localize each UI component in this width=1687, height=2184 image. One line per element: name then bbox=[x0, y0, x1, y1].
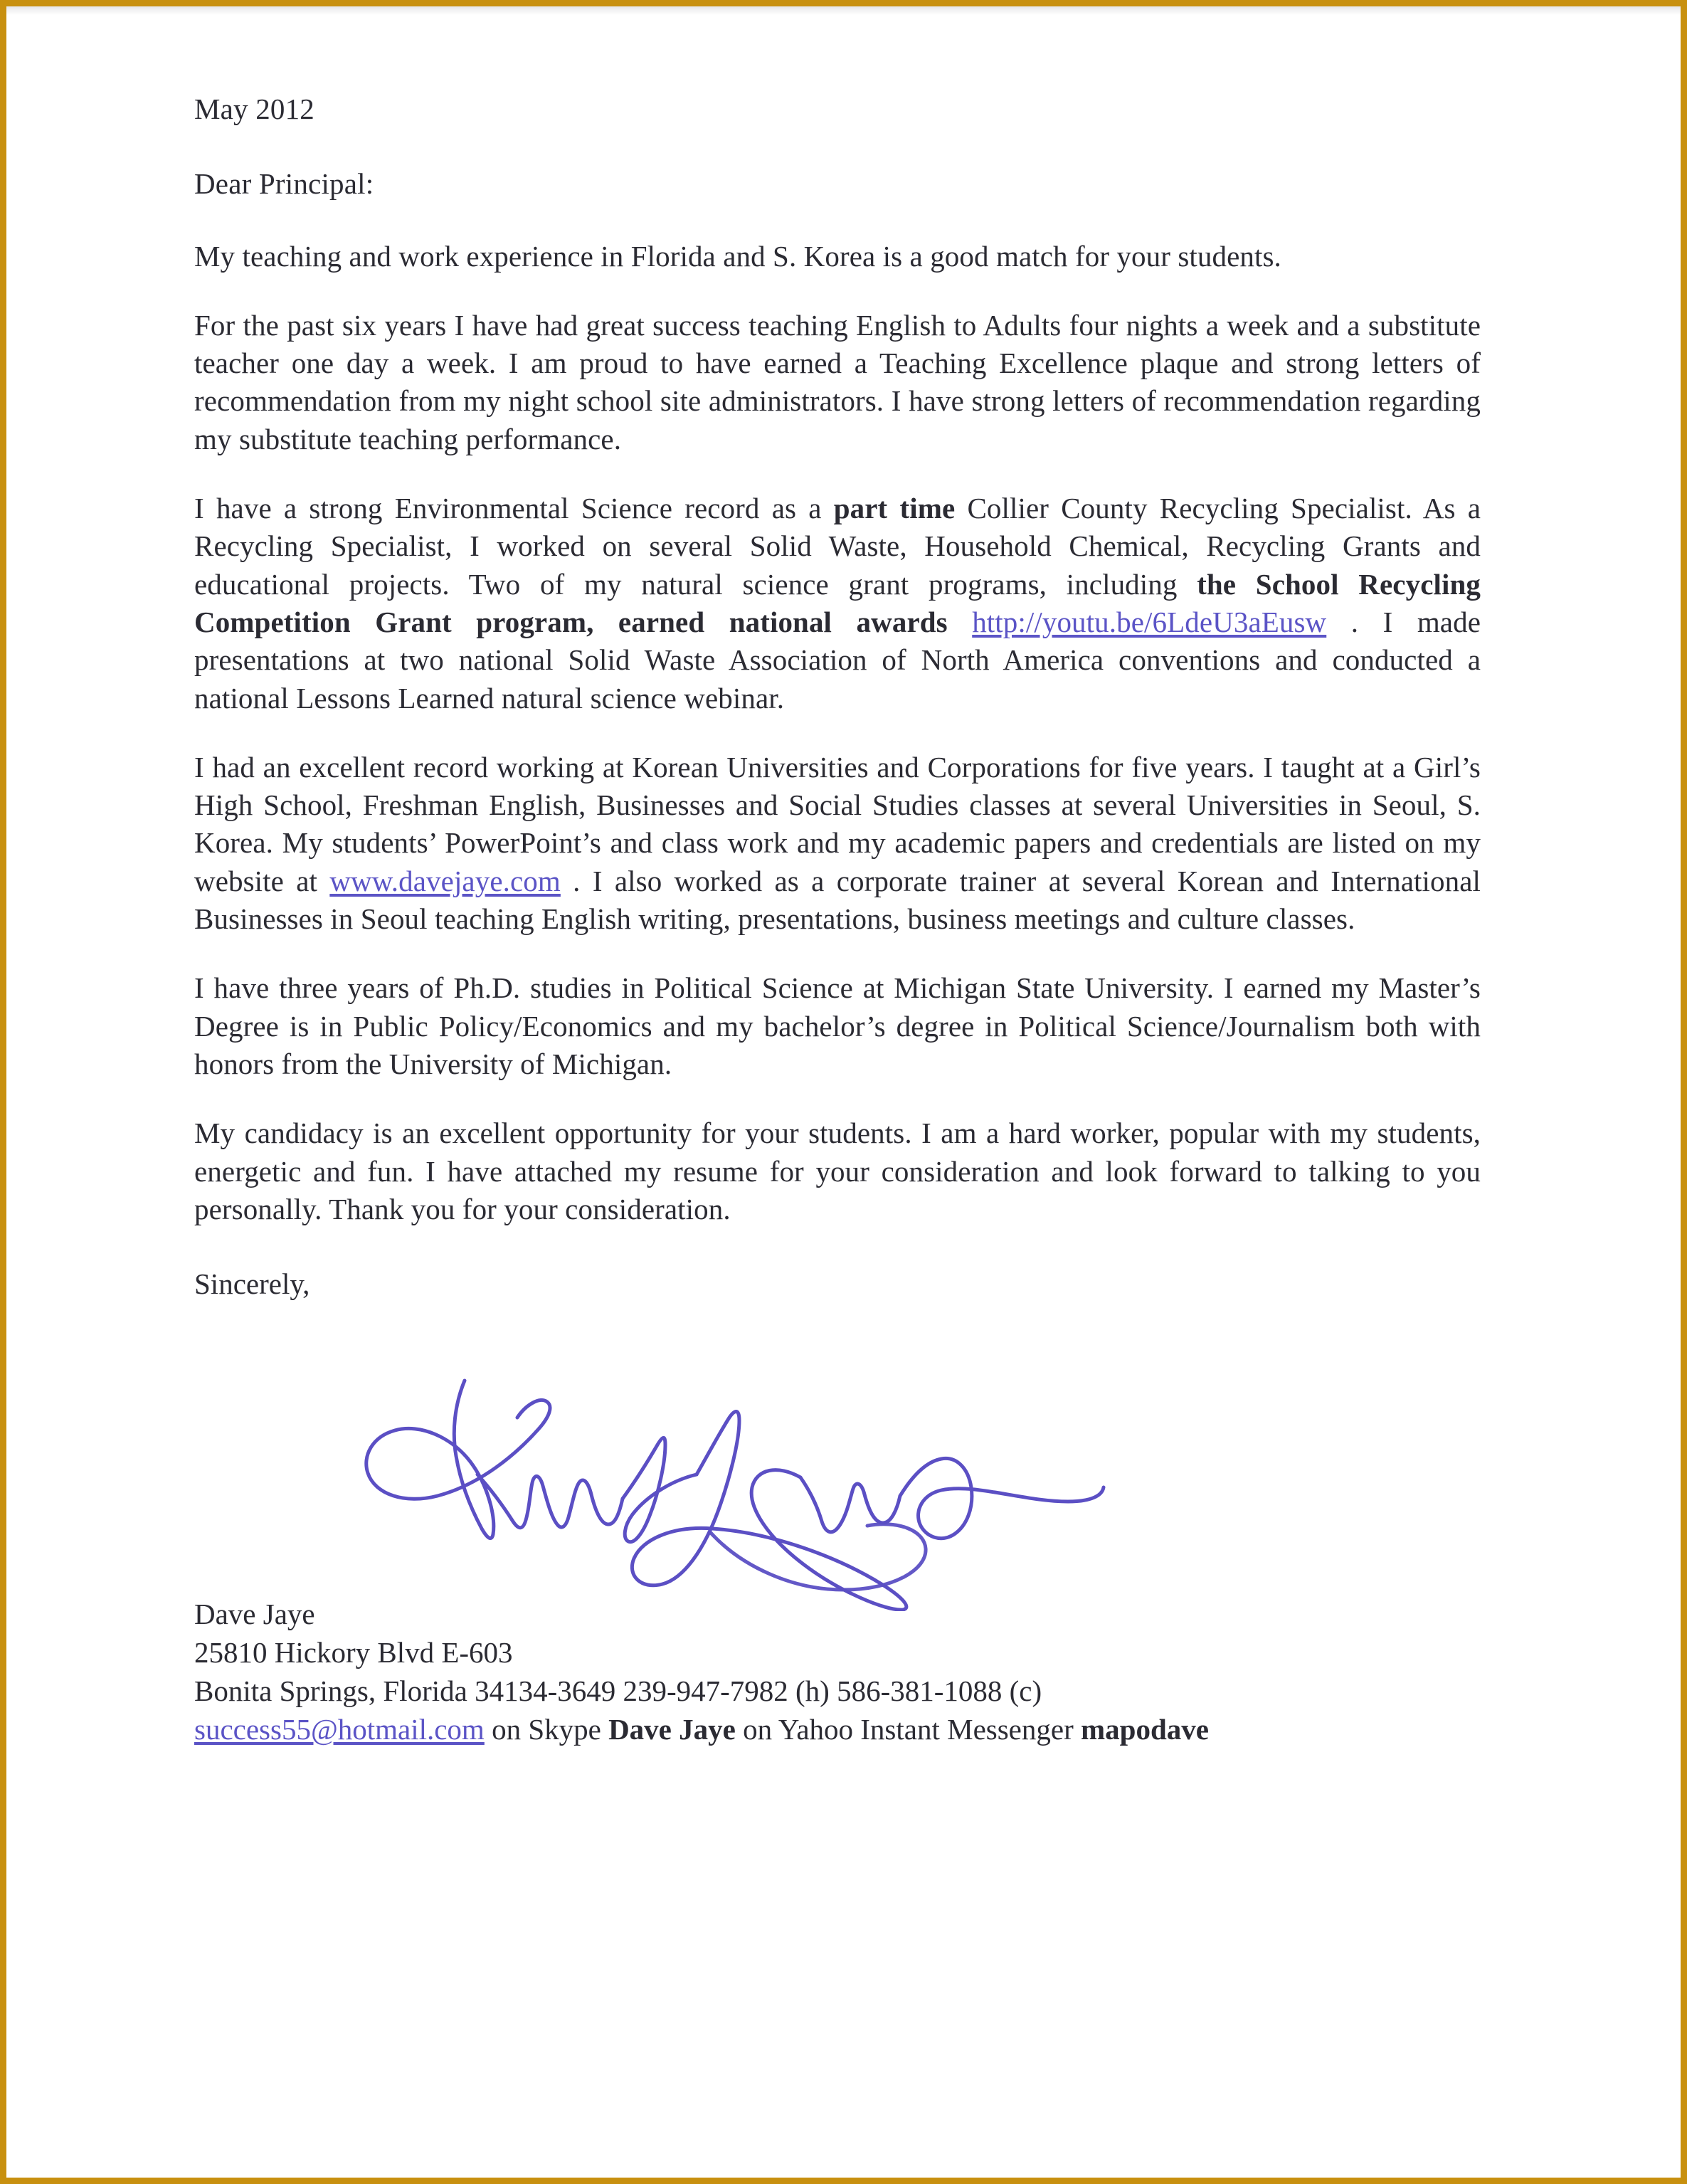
letter-date: May 2012 bbox=[194, 93, 315, 125]
p4-segment-1: I had an excellent record working at Korean Universities and Corporations for five years. I taught at a Girl’s High School, Freshman English, Businesses and Social Studies classes at several Universities in Seoul, S. Korea. My students’ PowerPoint’s and class work and my academic papers and credentials are listed on my website at bbox=[194, 750, 1481, 897]
paragraph-teaching-experience: For the past six years I have had great success teaching English to Adults four nights a week and a substitute teacher one day a week. I am proud to have earned a Teaching Excellence plaque and strong letters of recommendation from my night school site administrators. I have strong letters of recommendation regarding my substitute teaching performance. bbox=[194, 308, 1481, 455]
email-link[interactable]: success55@hotmail.com bbox=[194, 1713, 485, 1746]
signature-image bbox=[312, 1355, 1109, 1611]
yahoo-label: on Yahoo Instant Messenger bbox=[735, 1713, 1081, 1746]
paragraph-candidacy: My candidacy is an excellent opportunity for your students. I am a hard worker, popular with my students, energetic and fun. I have attached my resume for your consideration and look forward to talking to you personally. Thank you for your consideration. bbox=[194, 1117, 1481, 1225]
website-link[interactable]: www.davejaye.com bbox=[329, 864, 561, 897]
paragraph-intro: My teaching and work experience in Florida and S. Korea is a good match for your students. bbox=[194, 239, 1281, 273]
scan-edge-artifact bbox=[6, 6, 1681, 15]
contact-city-phone: Bonita Springs, Florida 34134-3649 239-947-7982 (h) 586-381-1088 (c) bbox=[194, 1674, 1042, 1708]
contact-block bbox=[194, 1595, 1546, 1748]
paragraph-environmental-science bbox=[194, 490, 1481, 717]
skype-label: on Skype bbox=[484, 1713, 609, 1746]
p4-segment-2: . I also worked as a corporate trainer at several Korean and International Businesses in Seoul teaching English writing, presentations, business meetings and culture classes. bbox=[194, 864, 1481, 936]
youtube-link[interactable]: http://youtu.be/6LdeU3aEusw bbox=[972, 605, 1327, 638]
p3-bold-part-time: part time bbox=[833, 492, 956, 525]
skype-handle: Dave Jaye bbox=[608, 1713, 736, 1746]
yahoo-handle: mapodave bbox=[1080, 1713, 1209, 1746]
paragraph-education: I have three years of Ph.D. studies in Political Science at Michigan State University. I earned my Master’s Degree is in Public Policy/Economics and my bachelor’s degree in Political Science/Journalism both with honors from the University of Michigan. bbox=[194, 971, 1481, 1080]
letter-body bbox=[194, 90, 1481, 1303]
closing-sincerely: Sincerely, bbox=[194, 1267, 310, 1301]
p3-bold-grant-award: the School Recycling Competition Grant program, earned national awards bbox=[194, 567, 1481, 638]
p3-segment-2: Collier County Recycling Specialist. As a Recycling Specialist, I worked on several Solid Waste, Household Chemical, Recycling Grants and educational projects. Two of my natural science grant programs, including bbox=[194, 492, 1481, 601]
contact-street: 25810 Hickory Blvd E-603 bbox=[194, 1636, 513, 1669]
paragraph-korea-experience bbox=[194, 749, 1481, 938]
p3-segment-1: I have a strong Environmental Science record as a bbox=[194, 492, 834, 525]
contact-name: Dave Jaye bbox=[194, 1598, 315, 1630]
contact-messaging-line bbox=[194, 1710, 1546, 1748]
p3-segment-3: . I made presentations at two national Solid Waste Association of North America conventions and conducted a national Lessons Learned natural science webinar. bbox=[194, 605, 1481, 714]
salutation: Dear Principal: bbox=[194, 167, 374, 201]
